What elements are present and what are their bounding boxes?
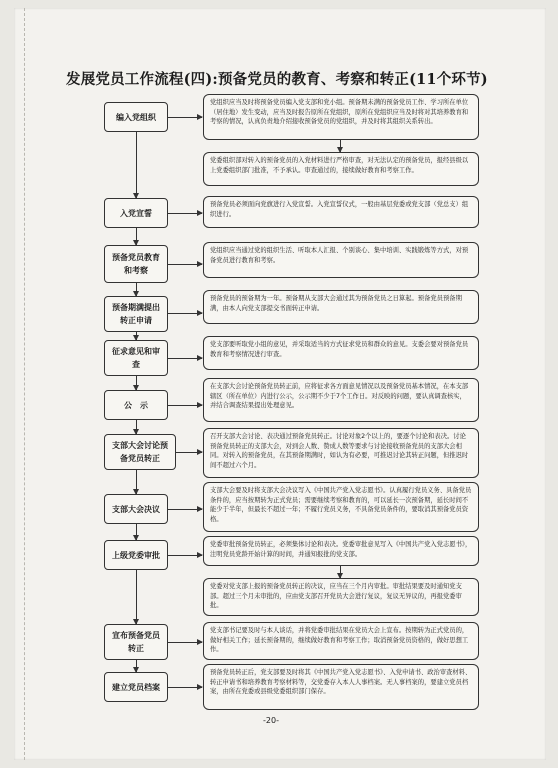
step-announce: [104, 624, 168, 660]
arrow-down: [136, 660, 137, 672]
description-box: [203, 482, 479, 532]
description-text: 党委组织部对转入的预备党员的入党材料进行严格审查，对无法认定的预备党员，报经县级以上党委组织部门批准，不予承认。审查通过的，接续做好教育和考察工作。: [210, 157, 469, 174]
description-box: [203, 290, 479, 324]
step-review: [104, 340, 168, 376]
step-publicity: [104, 390, 168, 420]
arrow-down: [340, 140, 341, 152]
step-label: 支部大会决议: [112, 504, 160, 514]
description-text: 预备党员必须面向党旗进行入党宣誓。入党宣誓仪式，一般由基层党委或党支部（党总支）组织进行。: [210, 201, 469, 218]
step-oath: [104, 198, 168, 228]
arrow-right: [168, 509, 202, 510]
step-education: [104, 245, 168, 283]
arrow-right: [168, 555, 202, 556]
arrow-down: [136, 376, 137, 390]
arrow-right: [168, 687, 202, 688]
step-label: 入党宣誓: [120, 208, 152, 218]
description-text: 党委对党支部上报的预备党员转正的决议，应当在三个月内审批。审批结果要及时通知党支部。超过三个月未审批的，应由党支部召开党员大会进行复议，复议无异议的，再报党委审批。: [210, 583, 462, 609]
description-box: [203, 196, 479, 228]
step-label: 建立党员档案: [112, 682, 160, 692]
arrow-down: [136, 228, 137, 245]
arrow-down: [136, 132, 137, 198]
step-apply-formal: [104, 296, 168, 332]
arrow-down: [136, 524, 137, 540]
arrow-down: [136, 332, 137, 340]
arrow-down: [340, 566, 341, 578]
arrow-right: [168, 313, 202, 314]
description-text: 党组织应当通过党的组织生活、听取本人汇报、个别谈心、集中培训、实践锻炼等方式，对预备党员进行教育和考察。: [210, 247, 469, 264]
description-box: [203, 578, 479, 616]
step-branch-discussion: [104, 434, 176, 470]
page-number: -20-: [263, 716, 279, 725]
page-title: 发展党员工作流程(四):预备党员的教育、考察和转正(11个环节): [66, 71, 488, 88]
description-box: [203, 242, 479, 278]
step-label: 预备党员教育和考察: [112, 253, 160, 275]
description-box: [203, 152, 479, 186]
step-join-branch: [104, 102, 168, 132]
step-archive: [104, 672, 168, 702]
step-branch-resolution: [104, 494, 168, 524]
step-label: 宣布预备党员转正: [112, 631, 160, 653]
description-box: [203, 428, 479, 478]
arrow-down: [136, 470, 137, 494]
arrow-down: [136, 420, 137, 434]
description-text: 党支部要听取党小组的意见，并采取适当的方式征求党员和群众的意见。支委会要对预备党员教育和考察情况进行审查。: [210, 341, 469, 358]
description-box: [203, 94, 479, 140]
description-text: 预备党员的预备期为一年。预备期从支部大会通过其为预备党员之日算起。预备党员预备期满，由本人向党支部提交书面转正申请。: [210, 295, 462, 312]
description-text: 党组织应当及时将预备党员编入党支部和党小组。预备期未满的预备党员工作、学习所在单位（居住地）发生变动，应当及时报告原所在党组织，原所在党组织应当及时将对其培养教育和考察的情况，认真负责地介绍接收预备党员的党组织，并及时将其组织关系转出。: [210, 99, 469, 125]
description-text: 党支部书记要及时与本人谈话，并将党委审批结果在党员大会上宣布。按期转为正式党员的，做好相关工作；延长预备期的，继续做好教育和考察工作；取消预备党员资格的，做好思想工作。: [210, 627, 469, 653]
step-label: 公 示: [124, 400, 148, 410]
arrow-right: [176, 452, 202, 453]
arrow-down: [136, 570, 137, 624]
step-label: 征求意见和审查: [112, 347, 160, 369]
description-text: 党委审批预备党员转正，必须集体讨论和表决。党委审批意见写入《中国共产党入党志愿书》，注明党员党龄开始计算的时间，并通知报批的党支部。: [210, 541, 472, 558]
step-label: 支部大会讨论预备党员转正: [112, 441, 168, 463]
arrow-right: [168, 358, 202, 359]
arrow-right: [168, 117, 202, 118]
step-approval: [104, 540, 168, 570]
arrow-right: [168, 642, 202, 643]
description-box: [203, 336, 479, 370]
description-text: 在支部大会讨论预备党员转正前，应将征求各方面意见情况以及预备党员基本情况，在本支部辖区（所在单位）内进行公示，公示期不少于7个工作日。对反映的问题，要认真调查核实，并结合调查结果提出处理意见。: [210, 383, 469, 409]
arrow-right: [168, 213, 202, 214]
arrow-down: [136, 283, 137, 296]
description-box: [203, 536, 479, 566]
step-label: 上级党委审批: [112, 550, 160, 560]
description-text: 支部大会要及时将支部大会决议写入《中国共产党入党志愿书》。认真履行党员义务、具备党员条件的，应当按期转为正式党员；需要继续考察和教育的，可以延长一次预备期，延长时间不能少于半年，但最长不超过一年；不履行党员义务，不具备党员条件的，要取消其预备党员资格。: [210, 487, 472, 523]
description-box: [203, 664, 479, 710]
description-text: 召开支部大会讨论、表决通过预备党员转正。讨论对象2个以上的，要逐个讨论和表决。讨论预备党员转正的支部大会，对到会人数、赞成人数等要求与讨论接收预备党员的支部大会相同。对转入的预备党员，在其预备期满时，如认为有必要，可推迟讨论其转正问题，但推迟时间不超过六个月。: [210, 433, 469, 469]
step-label: 预备期满提出转正申请: [112, 303, 160, 325]
arrow-right: [168, 264, 202, 265]
step-label: 编入党组织: [116, 112, 156, 122]
description-text: 预备党员转正后，党支部要及时将其《中国共产党入党志愿书》、入党申请书、政治审查材料、转正申请书和培养教育考察材料等，交党委存入本人人事档案。无人事档案的，要建立党员档案，由所在党委或县级党委组织部门保存。: [210, 669, 472, 695]
arrow-right: [168, 405, 202, 406]
description-box: [203, 622, 479, 660]
description-box: [203, 378, 479, 422]
binding-margin: [14, 8, 25, 760]
